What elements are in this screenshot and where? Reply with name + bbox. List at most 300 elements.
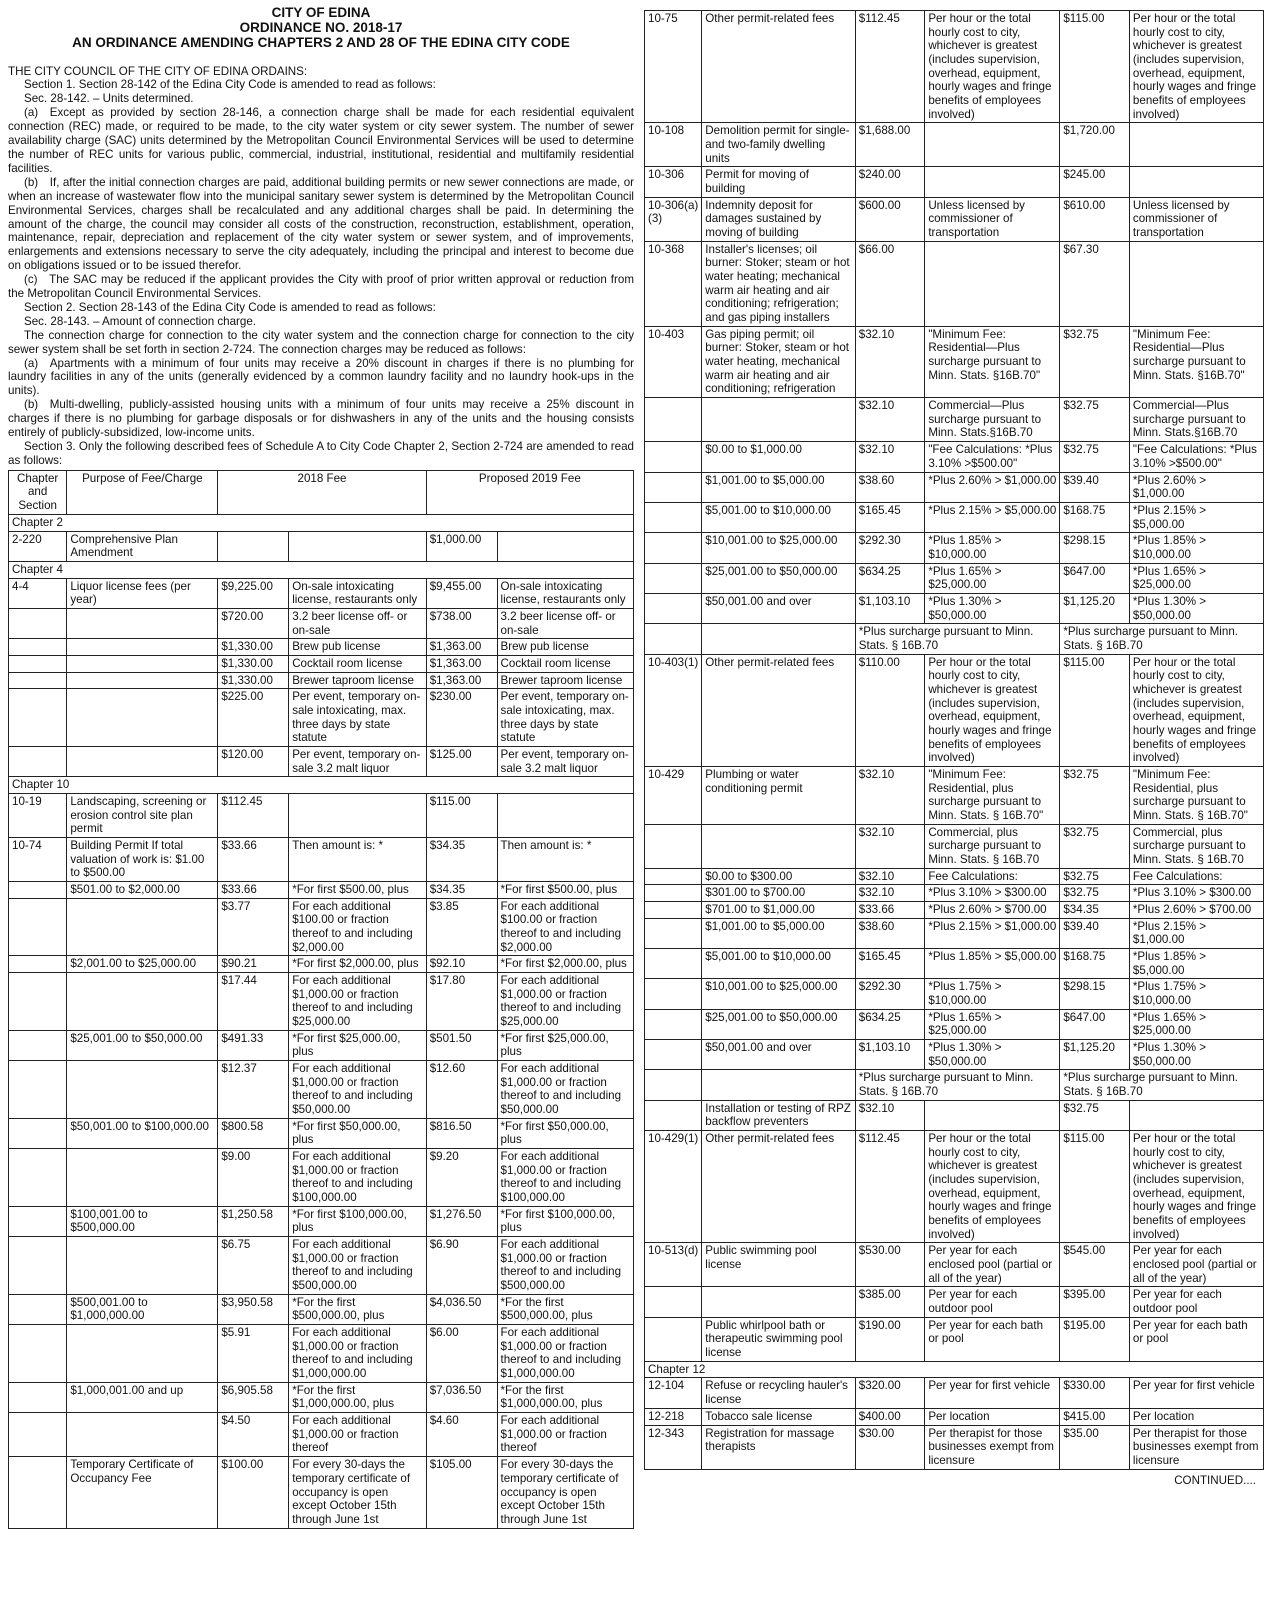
table-row [645,11,1264,123]
section-cell [9,608,67,638]
fee-2019-cell: $6.90 [426,1237,497,1295]
note-2018-cell [925,241,1060,326]
table-row [9,578,634,608]
purpose-cell: $0.00 to $1,000.00 [702,442,855,472]
fee-2019-cell: $7,036.50 [426,1382,497,1412]
note-2019-cell: "Minimum Fee: Residential—Plus surcharge pursuant to Minn. Stats. §16B.70" [1129,326,1263,397]
purpose-cell [67,689,218,747]
note-2019-cell: Per hour or the total hourly cost to city, whichever is greatest (includes supervision, overhead, equipment, hourly wages and fringe benefits of employees involved) [1129,11,1263,123]
section-cell [645,1070,702,1100]
table-row [9,531,634,561]
fee-2018-cell: $32.10 [855,885,925,902]
table-row [9,1149,634,1207]
left-column [8,6,634,1529]
purpose-cell [67,1413,218,1457]
purpose-cell [702,1070,855,1100]
table-row [9,1206,634,1236]
table-row [9,1237,634,1295]
chapter-heading: Chapter 12 [645,1361,1264,1378]
fee-2019-cell: $12.60 [426,1061,497,1119]
fee-2019-cell: $168.75 [1060,502,1130,532]
purpose-cell [702,824,855,868]
note-2018-cell: Per event, temporary on-sale intoxicating, max. three days by state statute [289,689,427,747]
note-2018-cell: For each additional $1,000.00 or fraction thereof to and including $100,000.00 [289,1149,427,1207]
note-2019-cell: *Plus 2.15% > $5,000.00 [1129,502,1263,532]
fee-2019-cell: $125.00 [426,746,497,776]
table-row [645,502,1264,532]
fee-2019-cell: $1,363.00 [426,655,497,672]
fee-table-left [8,470,634,1529]
purpose-cell: $301.00 to $700.00 [702,885,855,902]
fee-2018-cell: $17.44 [218,972,289,1030]
note-2018-cell: Per hour or the total hourly cost to city, whichever is greatest (includes supervision, overhead, equipment, hourly wages and fringe benefits of employees involved) [925,11,1060,123]
fee-2018-cell: $32.10 [855,766,925,824]
fee-2018-cell: $4.50 [218,1413,289,1457]
note-2018-cell: 3.2 beer license off- or on-sale [289,608,427,638]
table-row [9,655,634,672]
fee-2018-cell: $33.66 [218,881,289,898]
note-2018-cell: For each additional $100.00 or fraction thereof to and including $2,000.00 [289,898,427,956]
purpose-cell: $701.00 to $1,000.00 [702,901,855,918]
note-2018-cell: "Fee Calculations: *Plus 3.10% >$500.00" [925,442,1060,472]
fee-2018-cell: $530.00 [855,1243,925,1287]
note-2018-cell: *Plus 2.60% > $1,000.00 [925,472,1060,502]
section-cell [645,472,702,502]
purpose-cell [67,608,218,638]
fee-2019-cell: $39.40 [1060,472,1130,502]
fee-2019-cell: $92.10 [426,956,497,973]
section-cell [9,1030,67,1060]
note-2018-cell: *Plus 1.30% > $50,000.00 [925,593,1060,623]
note-2019-cell: Per event, temporary on-sale intoxicating, max. three days by state statute [497,689,633,747]
note-2018-cell [289,531,427,561]
section-cell: 10-306 [645,167,702,197]
purpose-cell: $2,001.00 to $25,000.00 [67,956,218,973]
fee-2018-cell: $6.75 [218,1237,289,1295]
fee-2018-cell: $1,330.00 [218,655,289,672]
note-2018-cell: *Plus 3.10% > $300.00 [925,885,1060,902]
purpose-cell: $10,001.00 to $25,000.00 [702,533,855,563]
note-2018-cell: Cocktail room license [289,655,427,672]
fee-2018-cell: $1,103.10 [855,593,925,623]
purpose-cell: $5,001.00 to $10,000.00 [702,502,855,532]
header-purpose: Purpose of Fee/Charge [67,470,218,514]
fee-2019-cell: $32.75 [1060,868,1130,885]
note-2019-cell [497,793,633,837]
table-row [645,1243,1264,1287]
purpose-cell [67,1149,218,1207]
note-2018-cell: Per therapist for those businesses exempt from licensure [925,1425,1060,1469]
intro-paragraph: The connection charge for connection to the city water system and the connection charge for connection to the city sewer system shall be set forth in section 2-724. The connection charges may be reduced as follows: [8,328,634,356]
fee-2019-cell: $647.00 [1060,1009,1130,1039]
note-2018-cell: Per hour or the total hourly cost to city, whichever is greatest (includes supervision, overhead, equipment, hourly wages and fringe benefits of employees involved) [925,1131,1060,1243]
section-cell: 10-429 [645,766,702,824]
purpose-cell: $100,001.00 to $500,000.00 [67,1206,218,1236]
purpose-cell: Demolition permit for single- and two-family dwelling units [702,123,855,167]
note-2019-cell: *Plus 1.30% > $50,000.00 [1129,1040,1263,1070]
table-row [9,837,634,881]
fee-2018-cell: $30.00 [855,1425,925,1469]
note-2019-cell: *For the first $1,000,000.00, plus [497,1382,633,1412]
fee-2019-cell: $395.00 [1060,1287,1130,1317]
note-2018-cell: On-sale intoxicating license, restaurants only [289,578,427,608]
note-2019-cell: Commercial, plus surcharge pursuant to Minn. Stats. § 16B.70 [1129,824,1263,868]
purpose-cell: Building Permit If total valuation of work is: $1.00 to $500.00 [67,837,218,881]
fee-2019-cell: $168.75 [1060,949,1130,979]
purpose-cell: $25,001.00 to $50,000.00 [67,1030,218,1060]
note-2018-cell: For each additional $1,000.00 or fraction thereof to and including $25,000.00 [289,972,427,1030]
purpose-cell [67,1061,218,1119]
fee-2018-cell: $120.00 [218,746,289,776]
note-2019-cell: *For first $50,000.00, plus [497,1118,633,1148]
intro-paragraph: (a) Except as provided by section 28-146, a connection charge shall be made for each residential equivalent connection (REC) made, or required to be made, to the city water system or city sewer system. The number of sewer availability charge (SAC) units determined by the Metropolitan Council Environmental Services will be used to determine the number of REC units for various public, commercial, industrial, institutional, residential and multifamily residential facilities. [8,106,634,175]
fee-2019-cell: $4.60 [426,1413,497,1457]
note-2019-cell: *Plus 1.85% > $5,000.00 [1129,949,1263,979]
table-row [9,956,634,973]
note-2018-cell: *Plus 2.60% > $700.00 [925,901,1060,918]
fee-2018-cell: $800.58 [218,1118,289,1148]
fee-2019-cell: $195.00 [1060,1317,1130,1361]
fee-2019-cell: $67.30 [1060,241,1130,326]
fee-2019-cell: $1,363.00 [426,639,497,656]
note-2019-cell: For every 30-days the temporary certificate of occupancy is open except October 15th through June 1st [497,1457,633,1528]
fee-2018-cell: $1,688.00 [855,123,925,167]
city-title: CITY OF EDINA [271,5,371,20]
purpose-cell: Other permit-related fees [702,11,855,123]
note-2019-cell: Then amount is: * [497,837,633,881]
section-cell [9,655,67,672]
intro-paragraph: (b) If, after the initial connection charges are paid, additional building permits or new sewer connections are made, or when an increase of wastewater flow into the municipal sanitary sewer system is determined by the Metropolitan Council Environmental Services, charges shall be recalculated and any additional charges shall be paid. In determining the amount of the charge, the council may consider all costs of the construction, reconstruction, establishment, operation, maintenance, repair, depreciation and replacement of the city water system or sewer system, and of improvements, enlargements and extensions necessary to serve the city adequately, including the principal and interest to become due on obligations issued or to be issued therefor. [8,175,634,273]
fee-2019-cell: $415.00 [1060,1408,1130,1425]
fee-2019-cell: $1,363.00 [426,672,497,689]
note-2019-cell: Commercial—Plus surcharge pursuant to Minn. Stats.§16B.70 [1129,398,1263,442]
note-2019-cell: Per therapist for those businesses exempt from licensure [1129,1425,1263,1469]
table-row [645,1317,1264,1361]
note-2019-cell: Per year for each enclosed pool (partial or all of the year) [1129,1243,1263,1287]
section-cell [9,972,67,1030]
fee-2019-cell: $1,125.20 [1060,593,1130,623]
note-2018-cell [925,1100,1060,1130]
note-2018-cell: For each additional $1,000.00 or fraction thereof to and including $1,000,000.00 [289,1325,427,1383]
table-row [645,1425,1264,1469]
note-2019-cell: Per year for each outdoor pool [1129,1287,1263,1317]
note-2019-cell: For each additional $1,000.00 or fraction thereof to and including $50,000.00 [497,1061,633,1119]
note-2018-cell: *For first $25,000.00, plus [289,1030,427,1060]
note-2019-cell: Brewer taproom license [497,672,633,689]
note-2019-cell: Unless licensed by commissioner of transportation [1129,197,1263,241]
right-column [644,8,1264,1487]
table-row [9,881,634,898]
purpose-cell: Tobacco sale license [702,1408,855,1425]
intro-paragraph: (c) The SAC may be reduced if the applicant provides the City with proof of prior written approval or reduction from the Metropolitan Council Environmental Services. [8,273,634,301]
section-cell [645,949,702,979]
fee-2018-cell: $491.33 [218,1030,289,1060]
section-cell [9,639,67,656]
table-row [9,1294,634,1324]
fee-2018-cell: $66.00 [855,241,925,326]
fee-2018-cell: $32.10 [855,824,925,868]
table-row [9,1413,634,1457]
section-cell [645,624,702,654]
note-2019-cell [1129,241,1263,326]
note-2018-cell: For each additional $1,000.00 or fraction thereof to and including $50,000.00 [289,1061,427,1119]
section-cell [9,672,67,689]
fee-2019-cell: $298.15 [1060,979,1130,1009]
fee-2018-cell: $320.00 [855,1378,925,1408]
fee-2018-cell: $32.10 [855,442,925,472]
fee-2019-cell: $34.35 [1060,901,1130,918]
section-cell [645,979,702,1009]
note-2019-cell: Per year for each bath or pool [1129,1317,1263,1361]
note-2018-cell: Then amount is: * [289,837,427,881]
section-cell [9,1457,67,1528]
fee-2018-cell: $1,250.58 [218,1206,289,1236]
fee-2019-cell: $9.20 [426,1149,497,1207]
table-row [9,1382,634,1412]
intro-paragraph: Section 3. Only the following described fees of Schedule A to City Code Chapter 2, Section 2-724 are amended to read as follows: [8,440,634,467]
section-cell [9,1325,67,1383]
fee-2019-cell: $34.35 [426,837,497,881]
note-2019-cell: *Plus 2.15% > $1,000.00 [1129,918,1263,948]
note-2019-cell: *Plus 2.60% > $1,000.00 [1129,472,1263,502]
purpose-cell: $25,001.00 to $50,000.00 [702,1009,855,1039]
section-cell [645,885,702,902]
section-cell [645,442,702,472]
note-2019-cell: Fee Calculations: [1129,868,1263,885]
note-2019-cell: *Plus surcharge pursuant to Minn. Stats. § 16B.70 [1060,1070,1264,1100]
table-row [9,672,634,689]
section-cell [9,689,67,747]
purpose-cell: $50,001.00 and over [702,593,855,623]
section-cell [9,1413,67,1457]
fee-2018-cell: $3,950.58 [218,1294,289,1324]
purpose-cell: Liquor license fees (per year) [67,578,218,608]
note-2018-cell: *For first $500.00, plus [289,881,427,898]
header-2019-fee: Proposed 2019 Fee [426,470,633,514]
section-cell [9,898,67,956]
purpose-cell: Public swimming pool license [702,1243,855,1287]
note-2018-cell: Per year for first vehicle [925,1378,1060,1408]
fee-2018-cell: $385.00 [855,1287,925,1317]
note-2019-cell: For each additional $1,000.00 or fraction thereof [497,1413,633,1457]
note-2018-cell: Brew pub license [289,639,427,656]
fee-2018-cell: $6,905.58 [218,1382,289,1412]
fee-2019-cell: $6.00 [426,1325,497,1383]
intro-paragraph: Section 2. Section 28-143 of the Edina City Code is amended to read as follows: [24,300,436,314]
fee-2019-cell: $816.50 [426,1118,497,1148]
purpose-cell: Installer's licenses; oil burner: Stoker; steam or hot water heating; mechanical warm air heating and air conditioning; refrigeration; and gas piping installers [702,241,855,326]
fee-2019-cell: $32.75 [1060,326,1130,397]
note-2018-cell: *Plus 2.15% > $1,000.00 [925,918,1060,948]
section-cell [645,533,702,563]
fee-2018-cell: $1,330.00 [218,639,289,656]
fee-2018-cell: $5.91 [218,1325,289,1383]
purpose-cell: $1,001.00 to $5,000.00 [702,918,855,948]
fee-2019-cell: $1,000.00 [426,531,497,561]
section-cell: 10-74 [9,837,67,881]
section-cell: 12-104 [645,1378,702,1408]
section-cell: 10-368 [645,241,702,326]
section-cell [645,1317,702,1361]
purpose-cell: Comprehensive Plan Amendment [67,531,218,561]
note-2019-cell: *For first $25,000.00, plus [497,1030,633,1060]
fee-2018-cell: $33.66 [855,901,925,918]
note-2018-cell: *For first $100,000.00, plus [289,1206,427,1236]
purpose-cell [67,746,218,776]
note-2019-cell [1129,1100,1263,1130]
purpose-cell: $501.00 to $2,000.00 [67,881,218,898]
fee-2019-cell: $115.00 [1060,11,1130,123]
chapter-heading-row [9,777,634,794]
fee-2018-cell [218,531,289,561]
note-2019-cell: Cocktail room license [497,655,633,672]
section-cell: 10-403(1) [645,654,702,766]
note-2018-cell: Fee Calculations: [925,868,1060,885]
table-row [645,918,1264,948]
purpose-cell: $10,001.00 to $25,000.00 [702,979,855,1009]
note-2019-cell: *For first $100,000.00, plus [497,1206,633,1236]
section-cell [645,868,702,885]
section-cell: 10-429(1) [645,1131,702,1243]
section-cell: 10-306(a)(3) [645,197,702,241]
section-cell [645,1287,702,1317]
section-cell [9,1149,67,1207]
note-2018-cell: Per location [925,1408,1060,1425]
fee-2018-cell: $165.45 [855,949,925,979]
purpose-cell [702,1287,855,1317]
section-cell: 10-19 [9,793,67,837]
note-2018-cell [289,793,427,837]
table-row [645,979,1264,1009]
fee-2019-cell: $17.80 [426,972,497,1030]
note-2018-cell: Per year for each outdoor pool [925,1287,1060,1317]
section-cell: 10-108 [645,123,702,167]
fee-2018-cell: $12.37 [218,1061,289,1119]
note-2019-cell: Brew pub license [497,639,633,656]
intro-paragraph: Sec. 28-143. – Amount of connection charge. [24,314,257,328]
section-cell: 2-220 [9,531,67,561]
fee-2019-cell: $1,125.20 [1060,1040,1130,1070]
section-cell [645,901,702,918]
section-cell: 12-218 [645,1408,702,1425]
note-2018-cell: "Minimum Fee: Residential—Plus surcharge pursuant to Minn. Stats. §16B.70" [925,326,1060,397]
table-row [9,1457,634,1528]
section-cell [645,918,702,948]
table-row [9,639,634,656]
purpose-cell: Refuse or recycling hauler's license [702,1378,855,1408]
note-2019-cell: Per event, temporary on-sale 3.2 malt liquor [497,746,633,776]
note-2018-cell: *For first $50,000.00, plus [289,1118,427,1148]
fee-2019-cell: $32.75 [1060,1100,1130,1130]
note-2018-cell: "Minimum Fee: Residential, plus surcharge pursuant to Minn. Stats. § 16B.70" [925,766,1060,824]
table-row [645,1009,1264,1039]
purpose-cell: $1,001.00 to $5,000.00 [702,472,855,502]
purpose-cell: $5,001.00 to $10,000.00 [702,949,855,979]
chapter-heading: Chapter 10 [9,777,634,794]
table-row [645,472,1264,502]
table-row [645,1070,1264,1100]
note-2019-cell: For each additional $1,000.00 or fraction thereof to and including $25,000.00 [497,972,633,1030]
note-2018-cell: Brewer taproom license [289,672,427,689]
intro-paragraph: (b) Multi-dwelling, publicly-assisted housing units with a minimum of four units may receive a 25% discount in charges if there is no plumbing for garbage disposals or for dishwashers in any of the units and the housing consists entirely of publicly-subsidized, low-income units. [8,398,634,440]
intro-paragraph: THE CITY COUNCIL OF THE CITY OF EDINA ORDAINS: [8,64,308,78]
table-row [645,868,1264,885]
table-row [645,654,1264,766]
fee-2019-cell: $501.50 [426,1030,497,1060]
section-cell [9,1382,67,1412]
note-2019-cell: *Plus 1.75% > $10,000.00 [1129,979,1263,1009]
table-header-row [9,470,634,514]
note-2018-cell: *Plus surcharge pursuant to Minn. Stats. § 16B.70 [855,624,1060,654]
note-2019-cell: For each additional $100.00 or fraction thereof to and including $2,000.00 [497,898,633,956]
table-row [645,1131,1264,1243]
fee-2018-cell: $600.00 [855,197,925,241]
fee-2018-cell: $32.10 [855,868,925,885]
note-2019-cell: *For first $500.00, plus [497,881,633,898]
note-2018-cell: *Plus surcharge pursuant to Minn. Stats. § 16B.70 [855,1070,1060,1100]
section-cell [9,746,67,776]
purpose-cell: Installation or testing of RPZ backflow preventers [702,1100,855,1130]
section-cell: 12-343 [645,1425,702,1469]
fee-2018-cell: $165.45 [855,502,925,532]
note-2018-cell: Per year for each bath or pool [925,1317,1060,1361]
note-2018-cell: *Plus 1.30% > $50,000.00 [925,1040,1060,1070]
note-2018-cell: *Plus 2.15% > $5,000.00 [925,502,1060,532]
table-row [645,123,1264,167]
note-2019-cell: For each additional $1,000.00 or fraction thereof to and including $1,000,000.00 [497,1325,633,1383]
chapter-heading: Chapter 2 [9,514,634,531]
fee-2018-cell: $33.66 [218,837,289,881]
fee-2019-cell: $115.00 [426,793,497,837]
fee-2018-cell: $9,225.00 [218,578,289,608]
fee-2019-cell: $545.00 [1060,1243,1130,1287]
table-row [645,563,1264,593]
note-2018-cell: *For first $2,000.00, plus [289,956,427,973]
section-cell [645,502,702,532]
fee-2019-cell: $39.40 [1060,918,1130,948]
purpose-cell: Other permit-related fees [702,654,855,766]
purpose-cell [702,624,855,654]
fee-2019-cell: $32.75 [1060,442,1130,472]
fee-2018-cell: $292.30 [855,979,925,1009]
table-row [645,1040,1264,1070]
fee-2019-cell: $230.00 [426,689,497,747]
table-row [645,442,1264,472]
fee-2019-cell: $115.00 [1060,654,1130,766]
section-cell [645,1009,702,1039]
fee-2019-cell: $105.00 [426,1457,497,1528]
table-row [645,167,1264,197]
table-row [645,901,1264,918]
purpose-cell: $0.00 to $300.00 [702,868,855,885]
fee-2019-cell: $34.35 [426,881,497,898]
table-row [645,593,1264,623]
table-row [9,1061,634,1119]
header-2018-fee: 2018 Fee [218,470,426,514]
section-cell [645,824,702,868]
purpose-cell [67,655,218,672]
note-2019-cell: *Plus 3.10% > $300.00 [1129,885,1263,902]
table-row [645,824,1264,868]
note-2019-cell [497,531,633,561]
section-cell [645,1040,702,1070]
note-2019-cell: For each additional $1,000.00 or fraction thereof to and including $100,000.00 [497,1149,633,1207]
note-2019-cell: For each additional $1,000.00 or fraction thereof to and including $500,000.00 [497,1237,633,1295]
fee-2019-cell: $298.15 [1060,533,1130,563]
note-2019-cell: Per location [1129,1408,1263,1425]
fee-2018-cell: $400.00 [855,1408,925,1425]
intro-paragraph: Section 1. Section 28-142 of the Edina City Code is amended to read as follows: [24,78,436,92]
